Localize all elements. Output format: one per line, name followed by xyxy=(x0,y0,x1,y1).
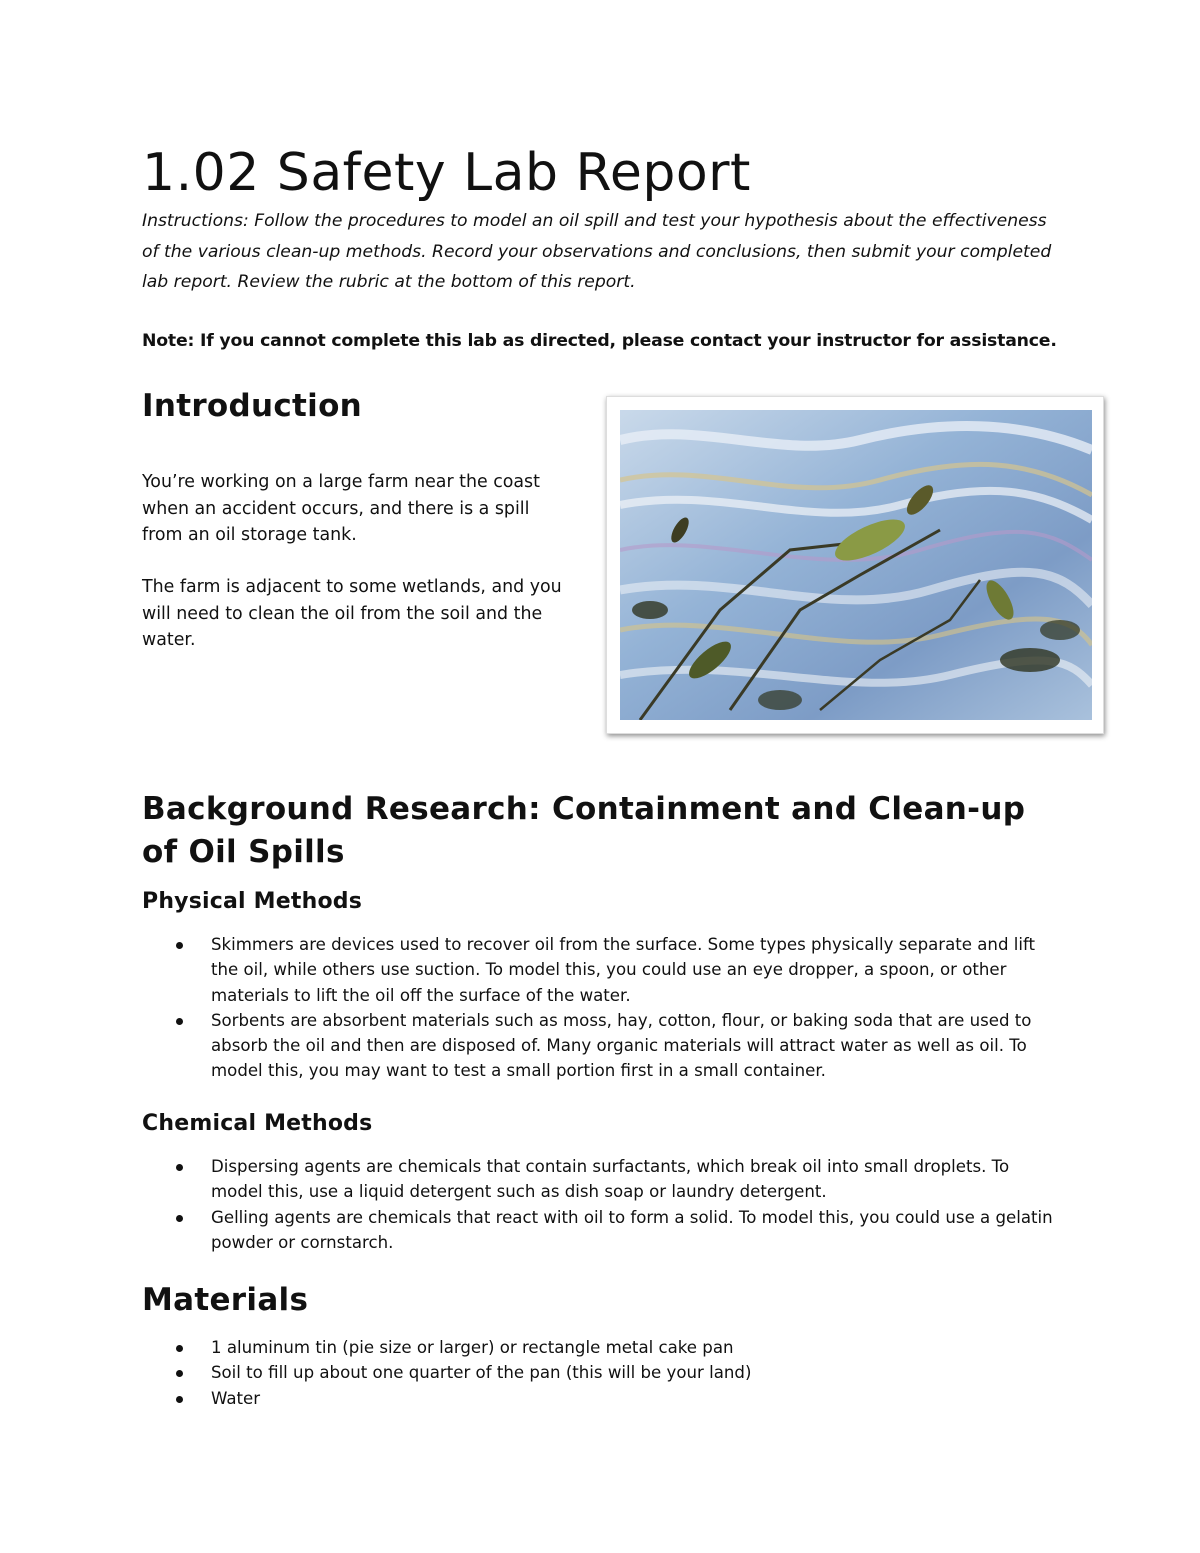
bullet-icon xyxy=(176,1396,183,1403)
list-item: Skimmers are devices used to recover oil from the surface. Some types physically separate and lift the oil, while others use suction. To model this, you could use an eye dropper, a spoon, or other materials to lift the oil off the surface of the water. xyxy=(142,932,1062,1008)
background-research-heading: Background Research: Containment and Clean-up of Oil Spills xyxy=(142,791,1026,870)
chemical-methods-heading: Chemical Methods xyxy=(142,1111,373,1136)
list-item: 1 aluminum tin (pie size or larger) or rectangle metal cake pan xyxy=(142,1335,1062,1360)
list-item: Soil to fill up about one quarter of the pan (this will be your land) xyxy=(142,1360,1062,1385)
list-item: Water xyxy=(142,1386,1062,1411)
list-item: Sorbents are absorbent materials such as moss, hay, cotton, flour, or baking soda that are used to absorb the oil and then are disposed of. Many organic materials will attract water as well as oil. To model this, you may want to test a small portion first in a small container. xyxy=(142,1008,1062,1084)
introduction-paragraph: You’re working on a large farm near the coast when an accident occurs, and there is a spill from an oil storage tank. xyxy=(142,472,540,545)
bullet-icon xyxy=(176,1215,183,1222)
bullet-icon xyxy=(176,1370,183,1377)
introduction-heading: Introduction xyxy=(142,388,363,424)
materials-list xyxy=(142,1335,1062,1411)
instructions-text: Instructions: Follow the procedures to model an oil spill and test your hypothesis about the effectiveness of the various clean-up methods. Record your observations and conclusions, then submit your completed lab report. Review the rubric at the bottom of this report. xyxy=(142,211,1052,292)
oil-spill-photo-frame xyxy=(606,396,1104,734)
bullet-icon xyxy=(176,1018,183,1025)
bullet-icon xyxy=(176,1164,183,1171)
document-title: 1.02 Safety Lab Report xyxy=(142,143,751,203)
bullet-icon xyxy=(176,942,183,949)
chemical-methods-list xyxy=(142,1154,1062,1255)
physical-methods-list xyxy=(142,932,1062,1084)
oil-spill-photo xyxy=(620,410,1092,720)
bullet-icon xyxy=(176,1345,183,1352)
materials-heading: Materials xyxy=(142,1282,309,1318)
note-text: Note: If you cannot complete this lab as directed, please contact your instructor for assistance. xyxy=(142,331,1057,351)
physical-methods-heading: Physical Methods xyxy=(142,889,362,914)
list-item: Dispersing agents are chemicals that contain surfactants, which break oil into small droplets. To model this, use a liquid detergent such as dish soap or laundry detergent. xyxy=(142,1154,1062,1205)
introduction-paragraph: The farm is adjacent to some wetlands, and you will need to clean the oil from the soil and the water. xyxy=(142,577,562,650)
list-item: Gelling agents are chemicals that react with oil to form a solid. To model this, you could use a gelatin powder or cornstarch. xyxy=(142,1205,1062,1256)
